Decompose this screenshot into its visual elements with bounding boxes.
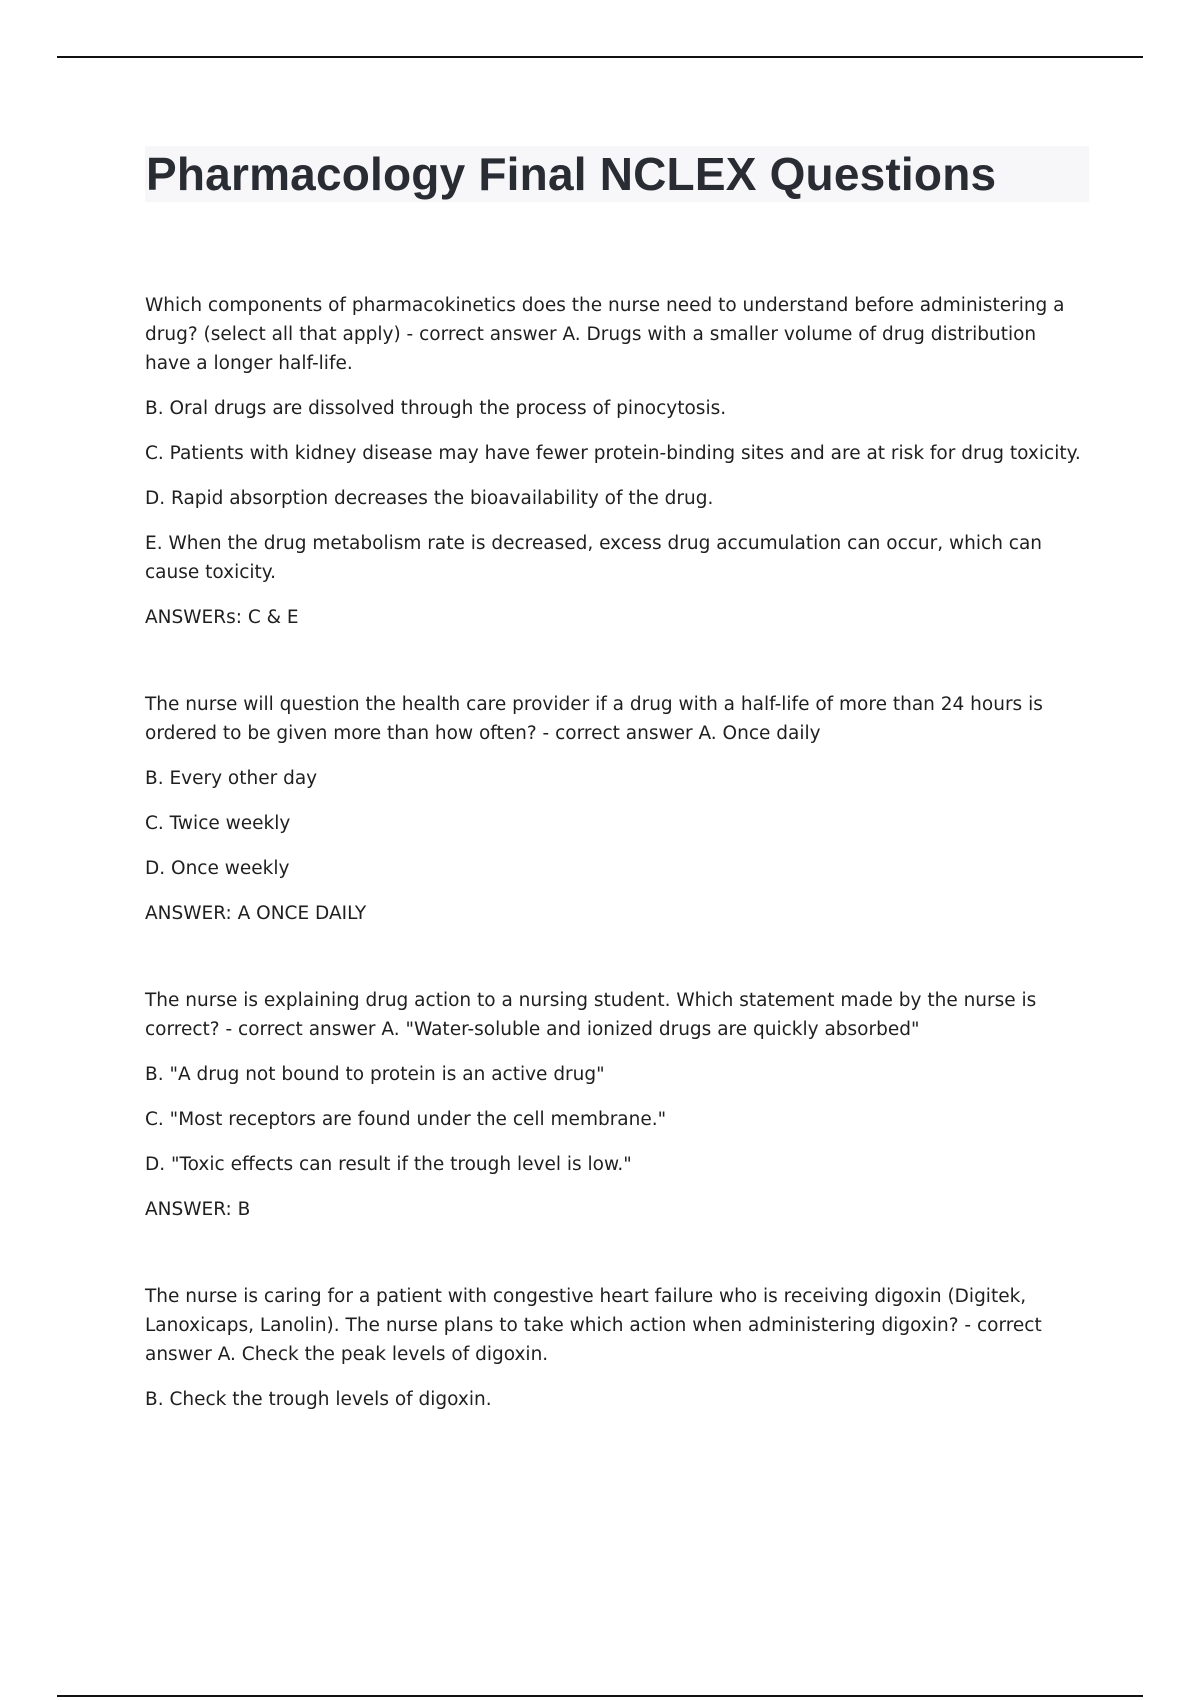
answer-option: D. Once weekly [145, 858, 290, 879]
answer-option: B. Check the trough levels of digoxin. [145, 1389, 492, 1410]
answer-option: C. Twice weekly [145, 813, 291, 834]
answer-option: E. When the drug metabolism rate is decreased, excess drug accumulation can occur, which can cause toxicity. [145, 533, 1043, 583]
answer-option: B. "A drug not bound to protein is an active drug" [145, 1064, 605, 1085]
correct-answer: ANSWER: A ONCE DAILY [145, 903, 367, 924]
answer-option: D. "Toxic effects can result if the trough level is low." [145, 1154, 632, 1175]
answer-option: B. Every other day [145, 768, 318, 789]
question-stem: The nurse will question the health care provider if a drug with a half-life of more than 24 hours is ordered to be given more than how often? - correct answer A. Once daily [145, 694, 1043, 744]
question-stem: Which components of pharmacokinetics does the nurse need to understand before administering a drug? (select all that apply) - correct answer A. Drugs with a smaller volume of drug distribution have a longer half-life. [145, 295, 1065, 374]
correct-answer: ANSWERs: C & E [145, 607, 299, 628]
bottom-rule [57, 1695, 1143, 1697]
question-3 [145, 986, 1085, 1224]
top-rule [57, 56, 1143, 58]
document-body [145, 291, 1085, 1472]
question-stem: The nurse is explaining drug action to a nursing student. Which statement made by the nurse is correct? - correct answer A. "Water-soluble and ionized drugs are quickly absorbed" [145, 990, 1037, 1040]
answer-option: B. Oral drugs are dissolved through the process of pinocytosis. [145, 398, 727, 419]
question-stem: The nurse is caring for a patient with congestive heart failure who is receiving digoxin (Digitek, Lanoxicaps, Lanolin). The nurse plans to take which action when administering digoxin? - correct answer A. Check the peak levels of digoxin. [145, 1286, 1042, 1365]
question-2 [145, 690, 1085, 928]
question-4 [145, 1282, 1085, 1414]
page-title: Pharmacology Final NCLEX Questions [146, 148, 997, 200]
answer-option: D. Rapid absorption decreases the bioavailability of the drug. [145, 488, 714, 509]
question-1 [145, 291, 1085, 632]
answer-option: C. "Most receptors are found under the cell membrane." [145, 1109, 667, 1130]
answer-option: C. Patients with kidney disease may have fewer protein-binding sites and are at risk for drug toxicity. [145, 443, 1081, 464]
correct-answer: ANSWER: B [145, 1199, 251, 1220]
